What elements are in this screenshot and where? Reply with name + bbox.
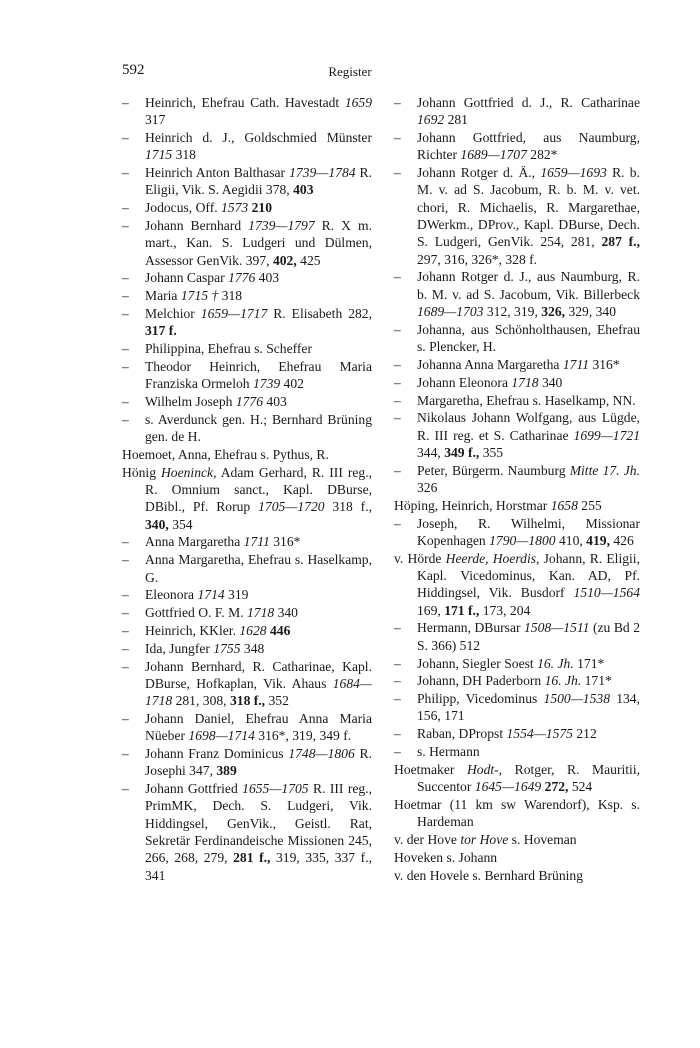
entry-text: 426: [609, 532, 634, 548]
entry-text: Heinrich, KKler.: [145, 622, 240, 638]
entry-text: 317 f.: [145, 323, 177, 339]
entry-dash: –: [394, 726, 401, 742]
entry-text: 1748—1806: [288, 745, 355, 761]
index-subentry: [122, 217, 372, 269]
entry-text: 16. Jh.: [544, 673, 582, 689]
index-subentry: [122, 411, 372, 446]
entry-text: 1718: [511, 374, 539, 390]
entry-text: 1684—1718: [145, 675, 372, 709]
entry-text: Philipp, Vicedominus: [417, 691, 544, 707]
entry-text: 340: [538, 374, 563, 390]
running-head: Register: [328, 64, 372, 79]
entry-text: Johann Gottfried: [145, 781, 243, 797]
entry-text: Johann, R. Eligii, Kapl. Vicedominus, Kan. AD, Pf. Hiddingsel, Vik. Busdorf: [417, 550, 640, 601]
index-subentry: [122, 604, 372, 621]
entry-text: 287 f.,: [601, 234, 640, 250]
entry-text: 169,: [417, 602, 445, 618]
entry-dash: –: [122, 745, 129, 761]
index-subentry: [122, 710, 372, 745]
entry-text: 1508—1511: [524, 620, 590, 636]
entry-dash: –: [122, 658, 129, 674]
entry-text: 16. Jh.: [537, 655, 574, 671]
entry-text: 1628: [239, 622, 267, 638]
entry-dash: –: [394, 691, 401, 707]
entry-text: 318: [218, 288, 243, 304]
entry-dash: –: [122, 534, 129, 550]
entry-text: 1739—1797: [248, 218, 315, 234]
index-subentry: [394, 94, 640, 129]
entry-text: 326,: [541, 304, 566, 320]
index-subentry: [394, 164, 640, 268]
index-column-left: [122, 94, 372, 884]
entry-text: 1645—1649: [474, 779, 542, 795]
entry-text: 297, 316, 326*, 328 f.: [417, 251, 538, 267]
index-subentry: [122, 658, 372, 710]
entry-text: Theodor Heinrich, Ehefrau Maria Franziska Ormeloh: [145, 358, 372, 392]
entry-dash: –: [122, 200, 129, 216]
index-entry: [394, 849, 640, 866]
entry-text: 1711: [562, 356, 590, 372]
entry-text: v. den Hovele s. Bernhard Brüning: [394, 867, 584, 883]
entry-dash: –: [394, 620, 401, 636]
entry-text: 1755: [213, 640, 241, 656]
entry-text: 1692: [417, 112, 445, 128]
entry-dash: –: [394, 130, 401, 146]
entry-text: 389: [216, 763, 237, 779]
entry-text: 344,: [417, 444, 445, 460]
entry-text: 354: [168, 516, 193, 532]
entry-text: v. der Hove: [394, 831, 461, 847]
index-subentry: [122, 551, 372, 586]
entry-text: Hoemoet, Anna, Ehefrau s. Pythus, R.: [122, 446, 329, 462]
entry-text: Adam Gerhard, R. III reg., R. Omnium sanct., Kapl. DBurse, DBibl., Pf. Rorup: [145, 464, 373, 515]
entry-text: 134, 156, 171: [417, 691, 640, 724]
entry-text: 316*: [269, 534, 301, 550]
entry-text: Johanna Anna Margaretha: [417, 356, 563, 372]
entry-text: Johann Bernhard: [145, 218, 249, 234]
entry-text: 316*: [589, 356, 620, 372]
index-subentry: [394, 672, 640, 689]
entry-text: Höping, Heinrich, Horstmar: [394, 497, 551, 513]
index-entry: [394, 867, 640, 884]
entry-text: Johann Franz Dominicus: [145, 745, 289, 761]
entry-text: Hodt-,: [466, 761, 503, 777]
entry-text: 425: [296, 252, 321, 268]
entry-text: 1790—1800: [489, 532, 556, 548]
entry-text: v. Hörde: [394, 550, 446, 566]
entry-dash: –: [394, 269, 401, 285]
entry-text: Hermann, DBursar: [417, 620, 525, 636]
index-subentry: [394, 129, 640, 164]
entry-dash: –: [122, 622, 129, 638]
entry-text: 1718: [247, 605, 275, 621]
entry-text: 1554—1575: [506, 726, 573, 742]
index-subentry: [122, 287, 372, 304]
entry-text: Philippina, Ehefrau s. Scheffer: [145, 341, 312, 357]
entry-text: 1699—1721: [573, 427, 640, 443]
entry-text: 1711: [243, 534, 270, 550]
index-subentry: [122, 269, 372, 286]
entry-dash: –: [122, 358, 129, 374]
entry-text: 355: [479, 444, 504, 460]
entry-text: 1739: [252, 376, 281, 392]
entry-dash: –: [122, 218, 129, 234]
entry-dash: –: [122, 587, 129, 603]
index-subentry: [394, 619, 640, 654]
entry-text: 403: [255, 270, 280, 286]
entry-text: 1689—1703: [417, 304, 484, 320]
entry-text: 403: [263, 394, 287, 410]
index-subentry: [122, 199, 372, 216]
entry-dash: –: [122, 270, 129, 286]
entry-text: Johann Daniel, Ehefrau Anna Maria Nüeber: [145, 710, 372, 744]
entry-text: Hönig: [122, 464, 161, 480]
entry-dash: –: [122, 288, 129, 304]
entry-dash: –: [394, 410, 401, 426]
index-subentry: [122, 586, 372, 603]
entry-text: 1715 †: [180, 288, 219, 304]
entry-dash: –: [122, 165, 129, 181]
entry-text: 329, 340: [565, 304, 617, 320]
entry-text: Melchior: [145, 306, 201, 322]
index-subentry: [122, 164, 372, 199]
index-subentry: [122, 745, 372, 780]
entry-text: 318 f.,: [229, 693, 266, 709]
entry-text: Johann Rotger d. Ä.,: [417, 165, 541, 181]
entry-text: 1658: [550, 497, 578, 513]
index-subentry: [394, 409, 640, 461]
entry-dash: –: [122, 640, 129, 656]
entry-text: Margaretha, Ehefrau s. Haselkamp, NN.: [417, 392, 636, 408]
entry-dash: –: [122, 552, 129, 568]
entry-text: Johann Caspar: [145, 270, 229, 286]
index-subentry: [394, 690, 640, 725]
entry-text: Raban, DPropst: [417, 726, 507, 742]
entry-text: Wilhelm Joseph: [145, 394, 236, 410]
entry-text: 318 f.,: [324, 499, 372, 515]
index-subentry: [122, 340, 372, 357]
entry-text: Heerde, Hoerdis,: [445, 550, 540, 566]
entry-text: Peter, Bürgerm. Naumburg: [417, 462, 570, 478]
entry-text: Gottfried O. F. M.: [145, 605, 247, 621]
index-entry: [394, 831, 640, 848]
entry-text: 1510—1564: [573, 585, 640, 601]
entry-text: 340: [274, 605, 298, 621]
entry-text: 1705—1720: [258, 499, 325, 515]
index-entry: [394, 550, 640, 619]
entry-dash: –: [394, 356, 401, 372]
entry-text: 402,: [272, 252, 297, 268]
index-entry: [122, 446, 372, 463]
entry-dash: –: [394, 515, 401, 531]
index-subentry: [122, 622, 372, 639]
index-subentry: [394, 374, 640, 391]
index-entry: [394, 497, 640, 514]
entry-text: 352: [265, 693, 289, 709]
index-subentry: [394, 743, 640, 760]
entry-text: 1689—1707: [460, 147, 527, 163]
index-subentry: [394, 392, 640, 409]
entry-text: 446: [269, 622, 291, 638]
entry-text: R. X m. mart., Kan. S. Ludgeri und Dülmen, Assessor GenVik. 397,: [145, 218, 373, 268]
entry-text: Johann Bernhard, R. Catharinae, Kapl. DBurse, Hofkaplan, Vik. Ahaus: [145, 658, 372, 691]
entry-dash: –: [394, 374, 401, 390]
entry-dash: –: [394, 743, 401, 759]
entry-text: Johann Gottfried, aus Naumburg, Richter: [417, 130, 640, 163]
entry-dash: –: [122, 781, 129, 797]
entry-text: 272,: [544, 779, 569, 795]
entry-text: Rotger, R. Mauritii, Succentor: [417, 761, 640, 795]
index-subentry: [122, 393, 372, 410]
entry-text: 171*: [573, 655, 605, 671]
entry-text: 319, 335, 337 f., 341: [145, 850, 373, 883]
entry-text: 282*: [526, 147, 558, 163]
entry-text: 340,: [145, 516, 169, 532]
entry-text: 171*: [581, 673, 612, 689]
entry-text: 1655—1705: [242, 781, 309, 797]
index-subentry: [122, 640, 372, 657]
entry-text: Joseph, R. Wilhelmi, Missionar Kopenhagen: [417, 515, 640, 548]
entry-dash: –: [122, 130, 129, 146]
entry-text: Johann Eleonora: [417, 374, 512, 390]
entry-text: 348: [240, 640, 265, 656]
entry-text: 1698—1714: [188, 728, 255, 744]
entry-text: R. Elisabeth 282,: [267, 306, 372, 322]
entry-text: s. Hoveman: [508, 831, 577, 847]
entry-text: 281 f.,: [233, 850, 271, 866]
entry-dash: –: [122, 411, 129, 427]
index-subentry: [122, 305, 372, 340]
entry-text: Ida, Jungfer: [145, 640, 214, 656]
entry-text: Hoetmaker: [394, 761, 467, 777]
index-subentry: [122, 94, 372, 129]
index-subentry: [394, 515, 640, 550]
entry-text: Eleonora: [145, 587, 198, 603]
index-entry: [394, 796, 640, 831]
entry-text: Heinrich, Ehefrau Cath. Havestadt: [145, 95, 345, 110]
entry-dash: –: [394, 165, 401, 181]
entry-text: 1739—1784: [289, 165, 356, 181]
entry-text: 212: [572, 726, 597, 742]
index-subentry: [122, 129, 372, 164]
entry-text: Johann, DH Paderborn: [417, 673, 545, 689]
entry-dash: –: [394, 321, 401, 337]
entry-text: 524: [568, 779, 593, 795]
entry-text: 1659—1693: [540, 165, 607, 181]
index-subentry: [394, 356, 640, 373]
entry-text: Johanna, aus Schönholthausen, Ehefrau s. Plencker, H.: [417, 321, 640, 355]
entry-dash: –: [122, 306, 129, 322]
entry-text: Maria: [145, 288, 181, 304]
entry-text: 1659—1717: [200, 306, 268, 322]
entry-text: Johann Rotger d. J., aus Naumburg, R. b. M. v. ad S. Jacobum, Vik. Billerbeck: [417, 269, 640, 302]
index-column-right: [394, 94, 640, 884]
entry-text: Johann Gottfried d. J., R. Catharinae: [417, 95, 640, 110]
entry-text: Hoetmar (11 km sw Warendorf), Ksp. s. Hardeman: [394, 796, 640, 830]
index-subentry: [394, 725, 640, 742]
entry-text: 281: [444, 112, 468, 128]
entry-text: 210: [251, 200, 273, 216]
entry-text: 419,: [586, 532, 610, 548]
entry-text: tor Hove: [460, 831, 509, 847]
entry-text: 1659: [344, 95, 372, 110]
entry-text: Hoeninck,: [160, 464, 217, 480]
entry-text: 349 f.,: [444, 444, 480, 460]
entry-text: 316*, 319, 349 f.: [254, 728, 352, 744]
entry-text: R. b. M. v. ad S. Jacobum, R. b. M. v. vet. chori, R. Michaelis, R. Margarethae, DWerkm., DProv., Kapl. DBurse, Dech. S. Ludgeri, GenVik. 254, 281,: [417, 165, 640, 250]
entry-text: 1715: [145, 147, 173, 163]
entry-text: 1776: [228, 270, 256, 286]
entry-text: Hoveken s. Johann: [394, 849, 498, 865]
entry-text: Mitte 17. Jh.: [569, 462, 640, 478]
page-number: 592: [122, 62, 145, 78]
entry-text: 318: [172, 147, 196, 163]
entry-text: Anna Margaretha: [145, 534, 244, 550]
index-subentry: [394, 462, 640, 497]
entry-text: 255: [577, 497, 602, 513]
entry-dash: –: [122, 394, 129, 410]
index-subentry: [394, 268, 640, 320]
entry-text: Heinrich d. J., Goldschmied Münster: [145, 130, 372, 146]
entry-text: Anna Margaretha, Ehefrau s. Haselkamp, G.: [145, 552, 372, 585]
entry-text: 1776: [235, 394, 264, 410]
entry-dash: –: [394, 462, 401, 478]
entry-dash: –: [394, 95, 401, 110]
index-subentry: [122, 780, 372, 884]
entry-text: 1573: [221, 200, 249, 216]
entry-text: (zu Bd 2 S. 366) 512: [417, 620, 640, 653]
entry-dash: –: [122, 95, 129, 110]
entry-text: Jodocus, Off.: [145, 200, 222, 216]
index-subentry: [122, 533, 372, 550]
entry-text: R. III reg., PrimMK, Dech. S. Ludgeri, Vik. Hiddingsel, GenVik., Geistl. Rat, Sekretär Ferdinandeische Missionen 245, 266, 268, 279,: [145, 781, 372, 866]
entry-dash: –: [122, 605, 129, 621]
entry-text: s. Hermann: [417, 743, 480, 759]
index-subentry: [122, 358, 372, 393]
index-subentry: [394, 321, 640, 356]
entry-text: 402: [280, 376, 304, 392]
entry-text: 171 f.,: [444, 602, 480, 618]
entry-text: R. Josephi 347,: [145, 745, 372, 779]
entry-text: R. Eligii, Vik. S. Aegidii 378,: [145, 165, 372, 198]
entry-text: 173, 204: [479, 602, 531, 618]
index-entry: [122, 464, 372, 533]
entry-text: s. Averdunck gen. H.; Bernhard Brüning gen. de H.: [145, 411, 372, 445]
entry-text: Johann, Siegler Soest: [417, 655, 538, 671]
entry-text: 281, 308,: [172, 693, 230, 709]
entry-dash: –: [394, 655, 401, 671]
entry-text: 326: [417, 480, 438, 496]
index-subentry: [394, 655, 640, 672]
entry-text: 319: [224, 587, 249, 603]
entry-text: 403: [293, 182, 314, 198]
entry-text: 312, 319,: [483, 304, 542, 320]
entry-text: 1714: [197, 587, 225, 603]
index-entry: [394, 761, 640, 796]
entry-dash: –: [122, 710, 129, 726]
entry-dash: –: [394, 673, 401, 689]
entry-text: Heinrich Anton Balthasar: [145, 165, 290, 181]
entry-text: 317: [145, 112, 166, 128]
entry-text: 410,: [555, 532, 587, 548]
entry-dash: –: [394, 392, 401, 408]
entry-text: Nikolaus Johann Wolfgang, aus Lügde, R. III reg. et S. Catharinae: [417, 410, 640, 443]
entry-dash: –: [122, 341, 129, 357]
entry-text: 1500—1538: [543, 691, 610, 707]
